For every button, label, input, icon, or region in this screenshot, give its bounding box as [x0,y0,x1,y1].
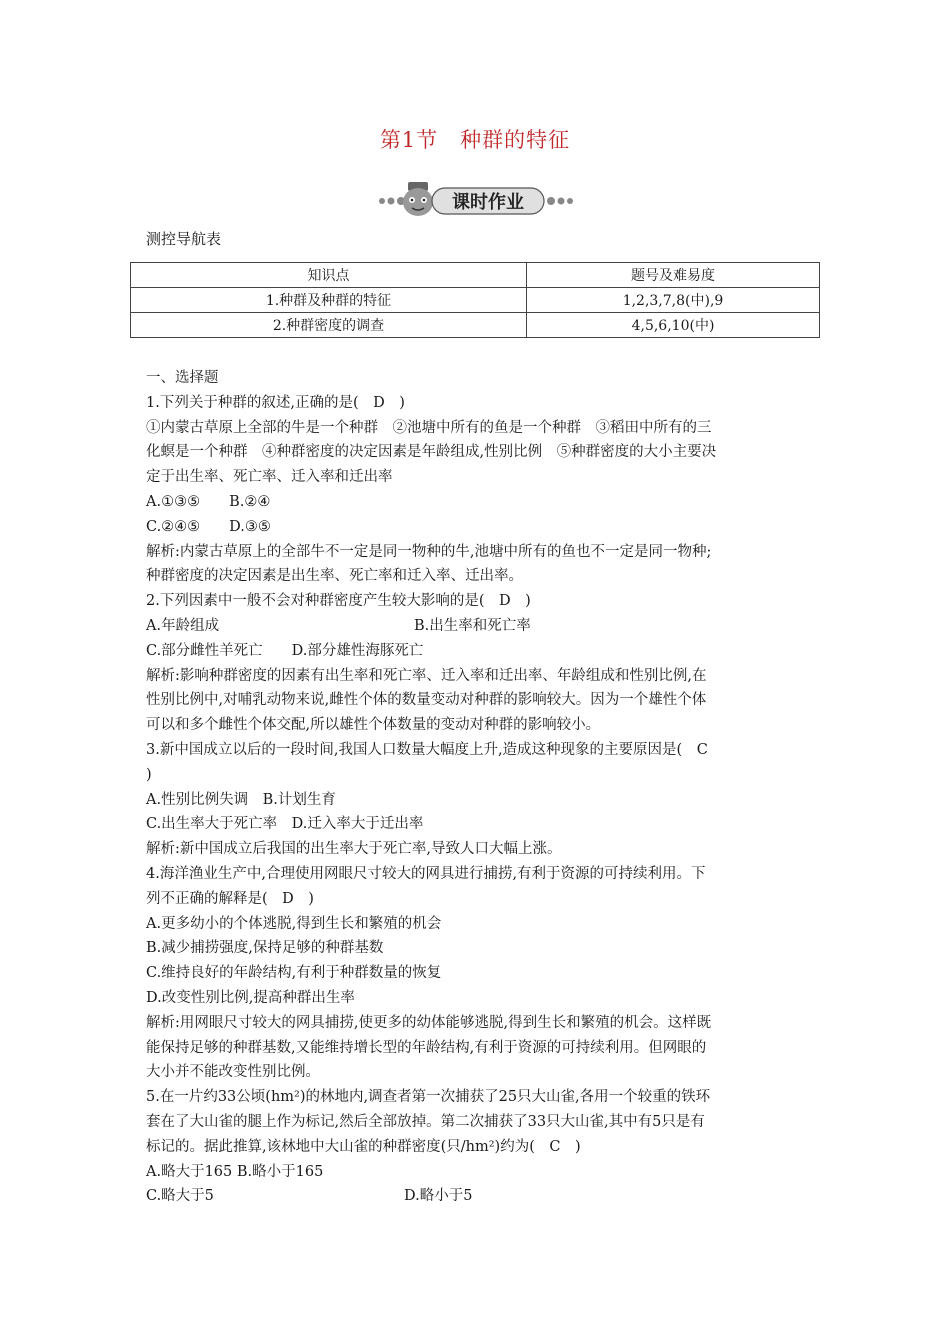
question-3-options: C.出生率大于死亡率 D.迁入率大于迁出率 [146,816,424,833]
page-title: 第1节 种群的特征 [379,128,571,152]
banner-label: 课时作业 [452,192,524,213]
table-row [131,288,820,313]
question-1-analysis: 解析:内蒙古草原上的全部牛不一定是同一物种的牛,池塘中所有的鱼也不一定是同一物种; [146,543,712,560]
banner-dots-right-icon [547,197,573,205]
question-5-stem: 5.在一片约33公顷(hm²)的林地内,调查者第一次捕获了25只大山雀,各用一个较重的铁环 [146,1089,711,1106]
question-2-option-a: A.年龄组成 [146,617,220,634]
question-1-stem: 1.下列关于种群的叙述,正确的是( D ) [146,394,405,411]
question-4-stem: 4.海洋渔业生产中,合理使用网眼尺寸较大的网具进行捕捞,有利于资源的可持续利用。下 [146,865,706,882]
question-2-options-row [146,614,816,639]
table-cell: 2.种群密度的调查 [131,313,527,338]
question-4-option-d: D.改变性别比例,提高种群出生率 [146,989,355,1006]
question-1-statement: 定于出生率、死亡率、迁入率和迁出率 [146,469,393,486]
question-2-analysis: 可以和多个雌性个体交配,所以雄性个体数量的变动对种群的影响较小。 [146,717,601,734]
question-4-option-b: B.减少捕捞强度,保持足够的种群基数 [146,940,384,957]
table-cell: 1.种群及种群的特征 [131,288,527,313]
question-3-stem: 3.新中国成立以后的一段时间,我国人口数量大幅度上升,造成这种现象的主要原因是( C [146,741,708,758]
question-4-option-c: C.维持良好的年龄结构,有利于种群数量的恢复 [146,965,442,982]
question-1-statement: 化螟是一个种群 ④种群密度的决定因素是年龄组成,性别比例 ⑤种群密度的大小主要决 [146,444,717,461]
section-heading: 一、选择题 [146,370,219,386]
question-list [146,366,816,1209]
question-2-option-b: B.出生率和死亡率 [414,617,531,634]
question-2-stem: 2.下列因素中一般不会对种群密度产生较大影响的是( D ) [146,593,531,610]
question-3-options: A.性别比例失调 B.计划生育 [146,791,336,808]
question-1-statement: ①内蒙古草原上全部的牛是一个种群 ②池塘中所有的鱼是一个种群 ③稻田中所有的三 [146,419,712,436]
question-2-analysis: 性别比例中,对哺乳动物来说,雌性个体的数量变动对种群的影响较大。因为一个雄性个体 [146,692,707,709]
question-2-analysis: 解析:影响种群密度的因素有出生率和死亡率、迁入率和迁出率、年龄组成和性别比例,在 [146,667,707,684]
question-3-analysis: 解析:新中国成立后我国的出生率大于死亡率,导致人口大幅上涨。 [146,841,562,858]
table-cell: 1,2,3,7,8(中),9 [527,288,820,313]
question-5-option-d: D.略小于5 [404,1188,473,1205]
table-cell: 4,5,6,10(中) [527,313,820,338]
question-2-options: C.部分雌性羊死亡 D.部分雄性海豚死亡 [146,642,424,659]
question-3-stem: ) [146,766,152,783]
question-4-analysis: 大小并不能改变性别比例。 [146,1064,320,1081]
question-5-options: A.略大于165 B.略小于165 [146,1163,324,1180]
question-4-option-a: A.更多幼小的个体逃脱,得到生长和繁殖的机会 [146,915,442,932]
question-5-options-row [146,1184,816,1209]
nav-table-label: 测控导航表 [146,230,222,248]
question-4-analysis: 能保持足够的种群基数,又能维持增长型的年龄结构,有利于资源的可持续利用。但网眼的 [146,1039,707,1056]
header-question-numbers: 题号及难易度 [527,263,820,288]
student-mascot-icon [403,182,433,216]
table-header-row [131,263,820,288]
homework-banner [378,180,574,220]
question-5-stem: 套在了大山雀的腿上作为标记,然后全部放掉。第二次捕获了33只大山雀,其中有5只是有 [146,1113,705,1130]
question-1-options: C.②④⑤ D.③⑤ [146,518,271,535]
header-knowledge-point: 知识点 [131,263,527,288]
banner-dots-left-icon [379,197,405,205]
question-5-option-c: C.略大于5 [146,1188,214,1205]
question-1-analysis: 种群密度的决定因素是出生率、死亡率和迁入率、迁出率。 [146,568,523,585]
question-4-analysis: 解析:用网眼尺寸较大的网具捕捞,使更多的幼体能够逃脱,得到生长和繁殖的机会。这样既 [146,1014,712,1031]
question-4-stem: 列不正确的解释是( D ) [146,890,314,907]
table-row [131,313,820,338]
navigation-table [130,262,820,338]
question-1-options: A.①③⑤ B.②④ [146,493,271,510]
question-5-stem: 标记的。据此推算,该林地中大山雀的种群密度(只/hm²)约为( C ) [146,1138,581,1155]
